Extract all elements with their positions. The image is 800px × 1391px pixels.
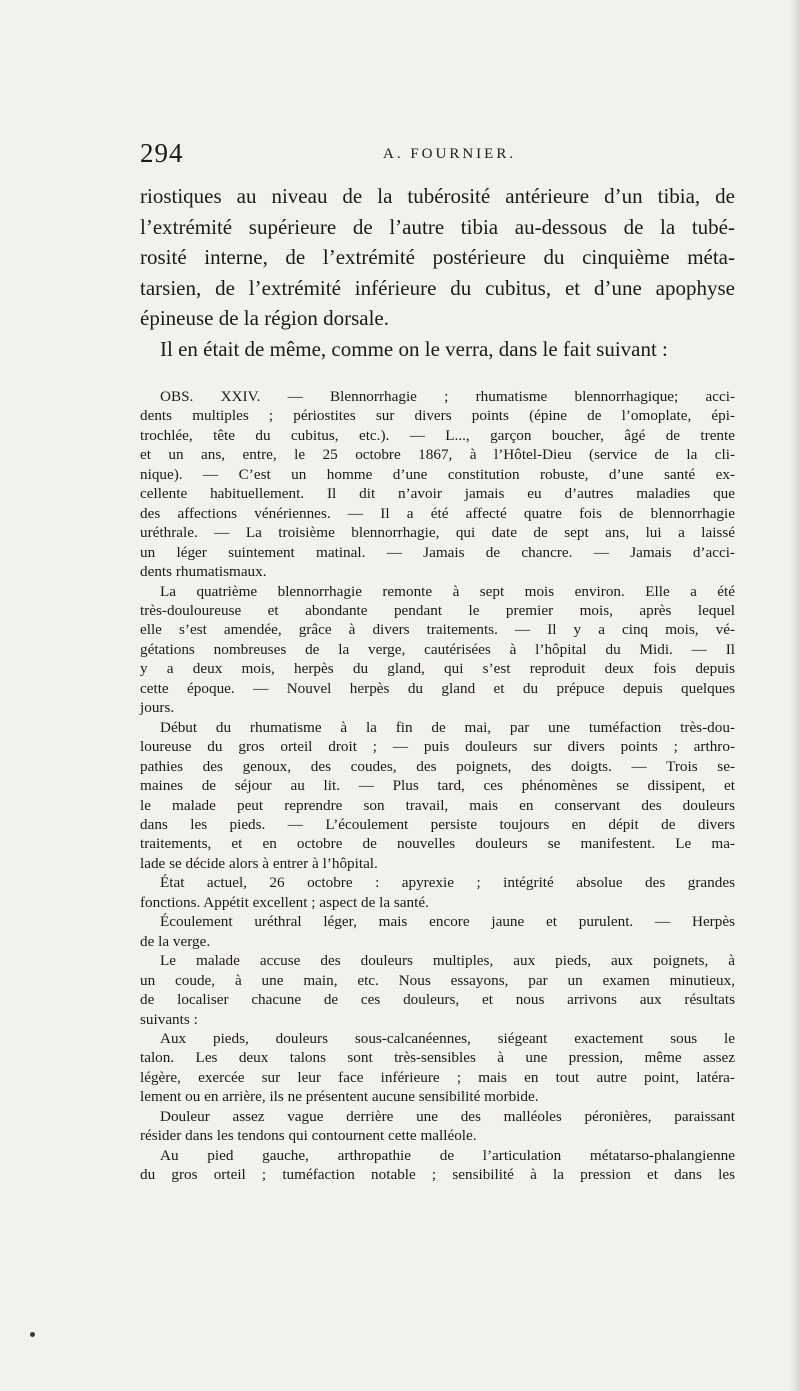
text-line: elle s’est amendée, grâce à divers traitements. — Il y a cinq mois, vé-	[140, 621, 735, 639]
text-line: trochlée, tête du cubitus, etc.). — L..., garçon boucher, âgé de trente	[140, 426, 735, 444]
text-line: tarsien, de l’extrémité inférieure du cubitus, et d’une apophyse	[140, 275, 735, 300]
text-line: très-douloureuse et abondante pendant le premier mois, après lequel	[140, 601, 735, 619]
text-line: légère, exercée sur leur face inférieure ; mais en tout autre point, latéra-	[140, 1068, 735, 1086]
text-line: dents multiples ; périostites sur divers points (épine de l’omoplate, épi-	[140, 407, 735, 425]
text-line: maines de séjour au lit. — Plus tard, ces phénomènes se dissipent, et	[140, 777, 735, 795]
text-line: La quatrième blennorrhagie remonte à sept mois environ. Elle a été	[160, 582, 735, 600]
text-line: du gros orteil ; tuméfaction notable ; sensibilité à la pression et dans les	[140, 1166, 735, 1184]
text-line: épineuse de la région dorsale.	[140, 306, 389, 331]
text-line: résider dans les tendons qui contournent cette malléole.	[140, 1127, 477, 1145]
page-number: 294	[140, 138, 184, 168]
text-line: des affections vénériennes. — Il a été affecté quatre fois de blennorrhagie	[140, 504, 735, 522]
text-line: cellente habituellement. Il dit n’avoir jamais eu d’autres maladies que	[140, 485, 735, 503]
observation-text	[140, 387, 735, 1185]
text-line: de la verge.	[140, 932, 211, 950]
text-line: jours.	[140, 699, 175, 717]
text-line: et un ans, entre, le 25 octobre 1867, à l’Hôtel-Dieu (service de la cli-	[140, 446, 735, 464]
text-line: État actuel, 26 octobre : apyrexie ; intégrité absolue des grandes	[160, 874, 735, 892]
text-line: lade se décide alors à entrer à l’hôpital.	[140, 854, 378, 872]
text-line: talon. Les deux talons sont très-sensibles à une pression, même assez	[140, 1049, 735, 1067]
text-line: traitements, et en octobre de nouvelles douleurs se manifestent. Le ma-	[140, 835, 735, 853]
page-edge-shadow	[790, 0, 800, 1391]
text-line: Douleur assez vague derrière une des malléoles péronières, paraissant	[160, 1107, 735, 1125]
text-line: y a deux mois, herpès du gland, qui s’est reproduit deux fois depuis	[140, 660, 735, 678]
text-line: cette époque. — Nouvel herpès du gland et du prépuce depuis quelques	[140, 679, 735, 697]
text-line: rosité interne, de l’extrémité postérieure du cinquième méta-	[140, 245, 735, 270]
page-header	[140, 138, 730, 172]
text-line: l’extrémité supérieure de l’autre tibia au-dessous de la tubé-	[140, 214, 735, 239]
text-line: nique). — C’est un homme d’une constitution robuste, d’une santé ex-	[140, 465, 735, 483]
text-line: pathies des genoux, des coudes, des poignets, des doigts. — Trois se-	[140, 757, 735, 775]
text-line: de localiser chacune de ces douleurs, et nous arrivons aux résultats	[140, 991, 735, 1009]
text-line: dans les pieds. — L’écoulement persiste toujours en dépit de divers	[140, 815, 735, 833]
text-line: fonctions. Appétit excellent ; aspect de la santé.	[140, 893, 429, 911]
running-head: A. FOURNIER.	[383, 146, 517, 162]
obs-heading-line: OBS. XXIV. — Blennorrhagie ; rhumatisme blennorrhagique; acci-	[160, 388, 735, 405]
text-line: Le malade accuse des douleurs multiples, aux pieds, aux poignets, à	[160, 952, 735, 970]
ink-speck	[30, 1332, 35, 1337]
text-line: un coude, à une main, etc. Nous essayons, par un examen minutieux,	[140, 971, 735, 989]
text-line: Début du rhumatisme à la fin de mai, par une tuméfaction très-dou-	[160, 718, 735, 736]
text-line: loureuse du gros orteil droit ; — puis douleurs sur divers points ; arthro-	[140, 738, 735, 756]
text-line: le malade peut reprendre son travail, mais en conservant des douleurs	[140, 796, 735, 814]
text-line: suivants :	[140, 1010, 198, 1028]
text-line: Écoulement uréthral léger, mais encore jaune et purulent. — Herpès	[160, 913, 735, 931]
text-line: Au pied gauche, arthropathie de l’articulation métatarso-phalangienne	[160, 1146, 735, 1164]
text-line: gétations nombreuses de la verge, cautérisées à l’hôpital du Midi. — Il	[140, 640, 735, 658]
text-line: dents rhumatismaux.	[140, 563, 267, 581]
body-text-large	[140, 181, 735, 365]
text-line: Aux pieds, douleurs sous-calcanéennes, siégeant exactement sous le	[160, 1029, 735, 1047]
text-line: Il en était de même, comme on le verra, dans le fait suivant :	[160, 336, 668, 361]
text-line: riostiques au niveau de la tubérosité antérieure d’un tibia, de	[140, 184, 735, 208]
text-line: un léger suintement matinal. — Jamais de chancre. — Jamais d’acci-	[140, 543, 735, 561]
text-line: uréthrale. — La troisième blennorrhagie, qui date de sept ans, lui a laissé	[140, 524, 735, 542]
text-line: lement ou en arrière, ils ne présentent aucune sensibilité morbide.	[140, 1088, 539, 1106]
